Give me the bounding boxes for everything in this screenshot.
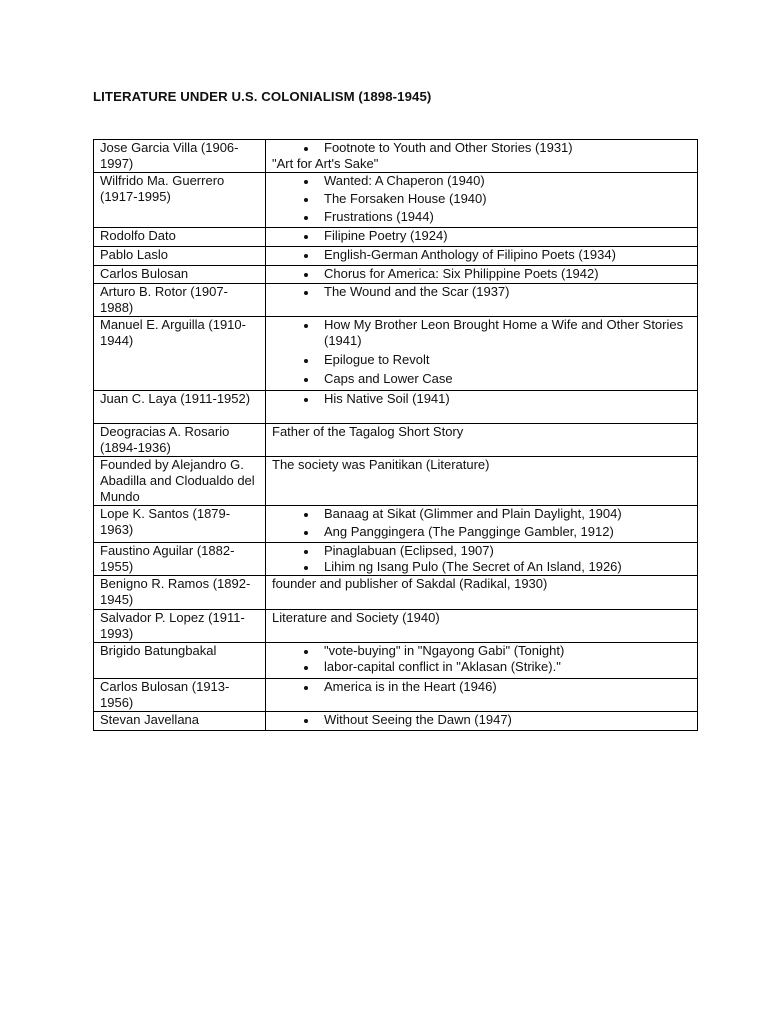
description-cell: founder and publisher of Sakdal (Radikal, 1930)	[266, 576, 698, 610]
work-item: • America is in the Heart (1946)	[318, 679, 693, 695]
works-cell	[266, 173, 698, 228]
works-cell	[266, 643, 698, 679]
works-cell	[266, 712, 698, 731]
work-item: • Frustrations (1944)	[318, 209, 693, 225]
work-item: • English-German Anthology of Filipino Poets (1934)	[318, 247, 693, 263]
work-item: • Footnote to Youth and Other Stories (1931)	[318, 140, 693, 156]
work-item: • How My Brother Leon Brought Home a Wife and Other Stories (1941)	[318, 317, 693, 349]
table-row	[94, 317, 698, 391]
table-row	[94, 228, 698, 247]
author-cell: Stevan Javellana	[94, 712, 266, 731]
work-item: • "vote-buying" in "Ngayong Gabi" (Tonight)	[318, 643, 693, 659]
author-cell: Carlos Bulosan	[94, 266, 266, 284]
author-cell: Salvador P. Lopez (1911-1993)	[94, 610, 266, 643]
works-cell	[266, 317, 698, 391]
works-cell	[266, 679, 698, 712]
work-item: • Caps and Lower Case	[318, 371, 693, 387]
author-cell: Wilfrido Ma. Guerrero (1917-1995)	[94, 173, 266, 228]
table-row	[94, 679, 698, 712]
table-row	[94, 610, 698, 643]
work-item: • Chorus for America: Six Philippine Poets (1942)	[318, 266, 693, 282]
description-cell: Literature and Society (1940)	[266, 610, 698, 643]
table-row	[94, 506, 698, 543]
author-cell: Arturo B. Rotor (1907-1988)	[94, 284, 266, 317]
work-item: • Epilogue to Revolt	[318, 352, 693, 368]
table-row	[94, 266, 698, 284]
table-row	[94, 284, 698, 317]
table-row	[94, 576, 698, 610]
author-cell: Deogracias A. Rosario (1894-1936)	[94, 424, 266, 457]
author-cell: Jose Garcia Villa (1906-1997)	[94, 140, 266, 173]
author-cell: Juan C. Laya (1911-1952)	[94, 391, 266, 424]
author-cell: Founded by Alejandro G. Abadilla and Clodualdo del Mundo	[94, 457, 266, 506]
work-item: • The Forsaken House (1940)	[318, 191, 693, 207]
author-cell: Benigno R. Ramos (1892-1945)	[94, 576, 266, 610]
work-item: • Wanted: A Chaperon (1940)	[318, 173, 693, 189]
author-cell: Lope K. Santos (1879-1963)	[94, 506, 266, 543]
table-row	[94, 173, 698, 228]
document-title: LITERATURE UNDER U.S. COLONIALISM (1898-1945)	[93, 89, 432, 104]
works-cell	[266, 284, 698, 317]
author-cell: Manuel E. Arguilla (1910-1944)	[94, 317, 266, 391]
works-cell	[266, 266, 698, 284]
work-item: • labor-capital conflict in "Aklasan (Strike)."	[318, 659, 693, 675]
works-cell	[266, 391, 698, 424]
table-row	[94, 643, 698, 679]
works-cell	[266, 506, 698, 543]
author-cell: Rodolfo Dato	[94, 228, 266, 247]
author-cell: Carlos Bulosan (1913-1956)	[94, 679, 266, 712]
table-row	[94, 391, 698, 424]
work-item: • Lihim ng Isang Pulo (The Secret of An Island, 1926)	[318, 559, 693, 575]
work-item: • Ang Panggingera (The Pangginge Gambler, 1912)	[318, 524, 693, 540]
work-item: • Pinaglabuan (Eclipsed, 1907)	[318, 543, 693, 559]
works-cell	[266, 543, 698, 576]
work-item: • His Native Soil (1941)	[318, 391, 693, 407]
work-item: • The Wound and the Scar (1937)	[318, 284, 693, 300]
table-row	[94, 543, 698, 576]
description-cell: The society was Panitikan (Literature)	[266, 457, 698, 506]
works-cell	[266, 228, 698, 247]
work-item: • Filipine Poetry (1924)	[318, 228, 693, 244]
works-cell	[266, 247, 698, 266]
author-cell: Pablo Laslo	[94, 247, 266, 266]
work-item: • Without Seeing the Dawn (1947)	[318, 712, 693, 728]
note-text: "Art for Art's Sake"	[272, 156, 379, 171]
description-cell: Father of the Tagalog Short Story	[266, 424, 698, 457]
table-row	[94, 457, 698, 506]
literature-table	[93, 139, 698, 731]
author-cell: Faustino Aguilar (1882-1955)	[94, 543, 266, 576]
author-cell: Brigido Batungbakal	[94, 643, 266, 679]
work-item: • Banaag at Sikat (Glimmer and Plain Daylight, 1904)	[318, 506, 693, 522]
table-row	[94, 247, 698, 266]
table-row	[94, 424, 698, 457]
table-row	[94, 140, 698, 173]
table-row	[94, 712, 698, 731]
works-cell	[266, 140, 698, 173]
